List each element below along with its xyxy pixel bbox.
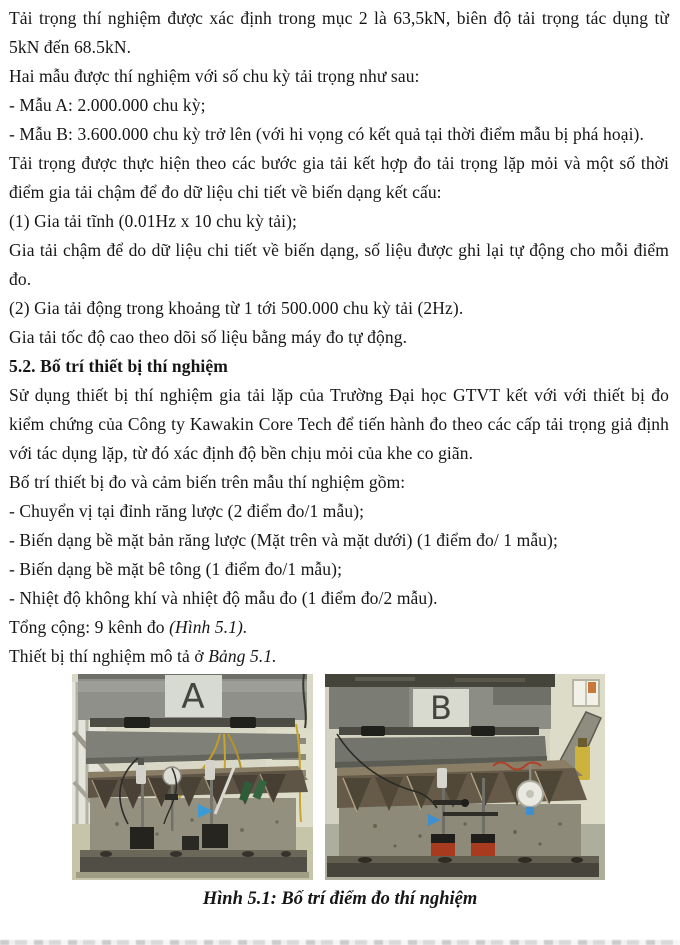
figure-reference: (Hình 5.1). <box>169 617 248 637</box>
paragraph: Sử dụng thiết bị thí nghiệm gia tải lặp của Trường Đại học GTVT kết với với thiết bị đo kiểm chứng của Công ty Kawakin Core Tech để tiến hành đo theo các cấp tải trọng giả định với tác dụng lặp, từ đó xác định độ bền chịu mỏi của khe co giãn. <box>9 385 669 463</box>
specimen-label-a: A <box>181 677 205 717</box>
paragraph <box>9 613 669 642</box>
paragraph: Bố trí thiết bị đo và cảm biến trên mẫu thí nghiệm gồm: <box>9 472 406 492</box>
paragraph: (1) Gia tải tĩnh (0.01Hz x 10 chu kỳ tải); <box>9 211 298 231</box>
paragraph <box>9 642 669 671</box>
paragraph: (2) Gia tải động trong khoảng từ 1 tới 500.000 chu kỳ tải (2Hz). <box>9 298 464 318</box>
list-item: - Biến dạng bề mặt bản răng lược (Mặt trên và mặt dưới) (1 điểm đo/ 1 mẫu); <box>9 530 558 550</box>
photo-specimen-a <box>72 674 313 880</box>
paragraph: Tải trọng được thực hiện theo các bước gia tải kết hợp đo tải trọng lặp mỏi và một số thời điểm gia tải chậm để đo dữ liệu chi tiết về biến dạng kết cấu: <box>9 153 669 202</box>
list-item: - Biến dạng bề mặt bê tông (1 điểm đo/1 mẫu); <box>9 559 343 579</box>
paragraph: Tải trọng thí nghiệm được xác định trong mục 2 là 63,5kN, biên độ tải trọng tác dụng từ 5kN đến 68.5kN. <box>9 8 669 57</box>
paragraph: Hai mẫu được thí nghiệm với số chu kỳ tải trọng như sau: <box>9 66 420 86</box>
paragraph-text: Tổng cộng: 9 kênh đo <box>9 617 170 637</box>
list-item: - Nhiệt độ không khí và nhiệt độ mẫu đo (1 điểm đo/2 mẫu). <box>9 588 438 608</box>
list-item: - Mẫu B: 3.600.000 chu kỳ trở lên (với hi vọng có kết quả tại thời điểm mẫu bị phá hoại). <box>9 124 644 144</box>
paragraph-text: Thiết bị thí nghiệm mô tả ở <box>9 646 209 666</box>
table-reference: Bảng 5.1. <box>208 646 277 666</box>
section-heading-5-2: 5.2. Bố trí thiết bị thí nghiệm <box>9 356 228 376</box>
paragraph: Gia tải tốc độ cao theo dõi số liệu bằng máy đo tự động. <box>9 327 408 347</box>
list-item: - Chuyển vị tại đỉnh răng lược (2 điểm đo/1 mẫu); <box>9 501 365 521</box>
list-item: - Mẫu A: 2.000.000 chu kỳ; <box>9 95 206 115</box>
figure-5-1 <box>72 674 680 880</box>
paragraph: Gia tải chậm để do dữ liệu chi tiết về biến dạng, số liệu được ghi lại tự động cho mỗi điểm đo. <box>9 240 669 289</box>
specimen-label-b: B <box>430 689 452 727</box>
cropped-next-line-artifact <box>0 940 680 945</box>
photo-specimen-b <box>325 674 605 880</box>
figure-caption: Hình 5.1: Bố trí điểm đo thí nghiệm <box>202 889 478 909</box>
